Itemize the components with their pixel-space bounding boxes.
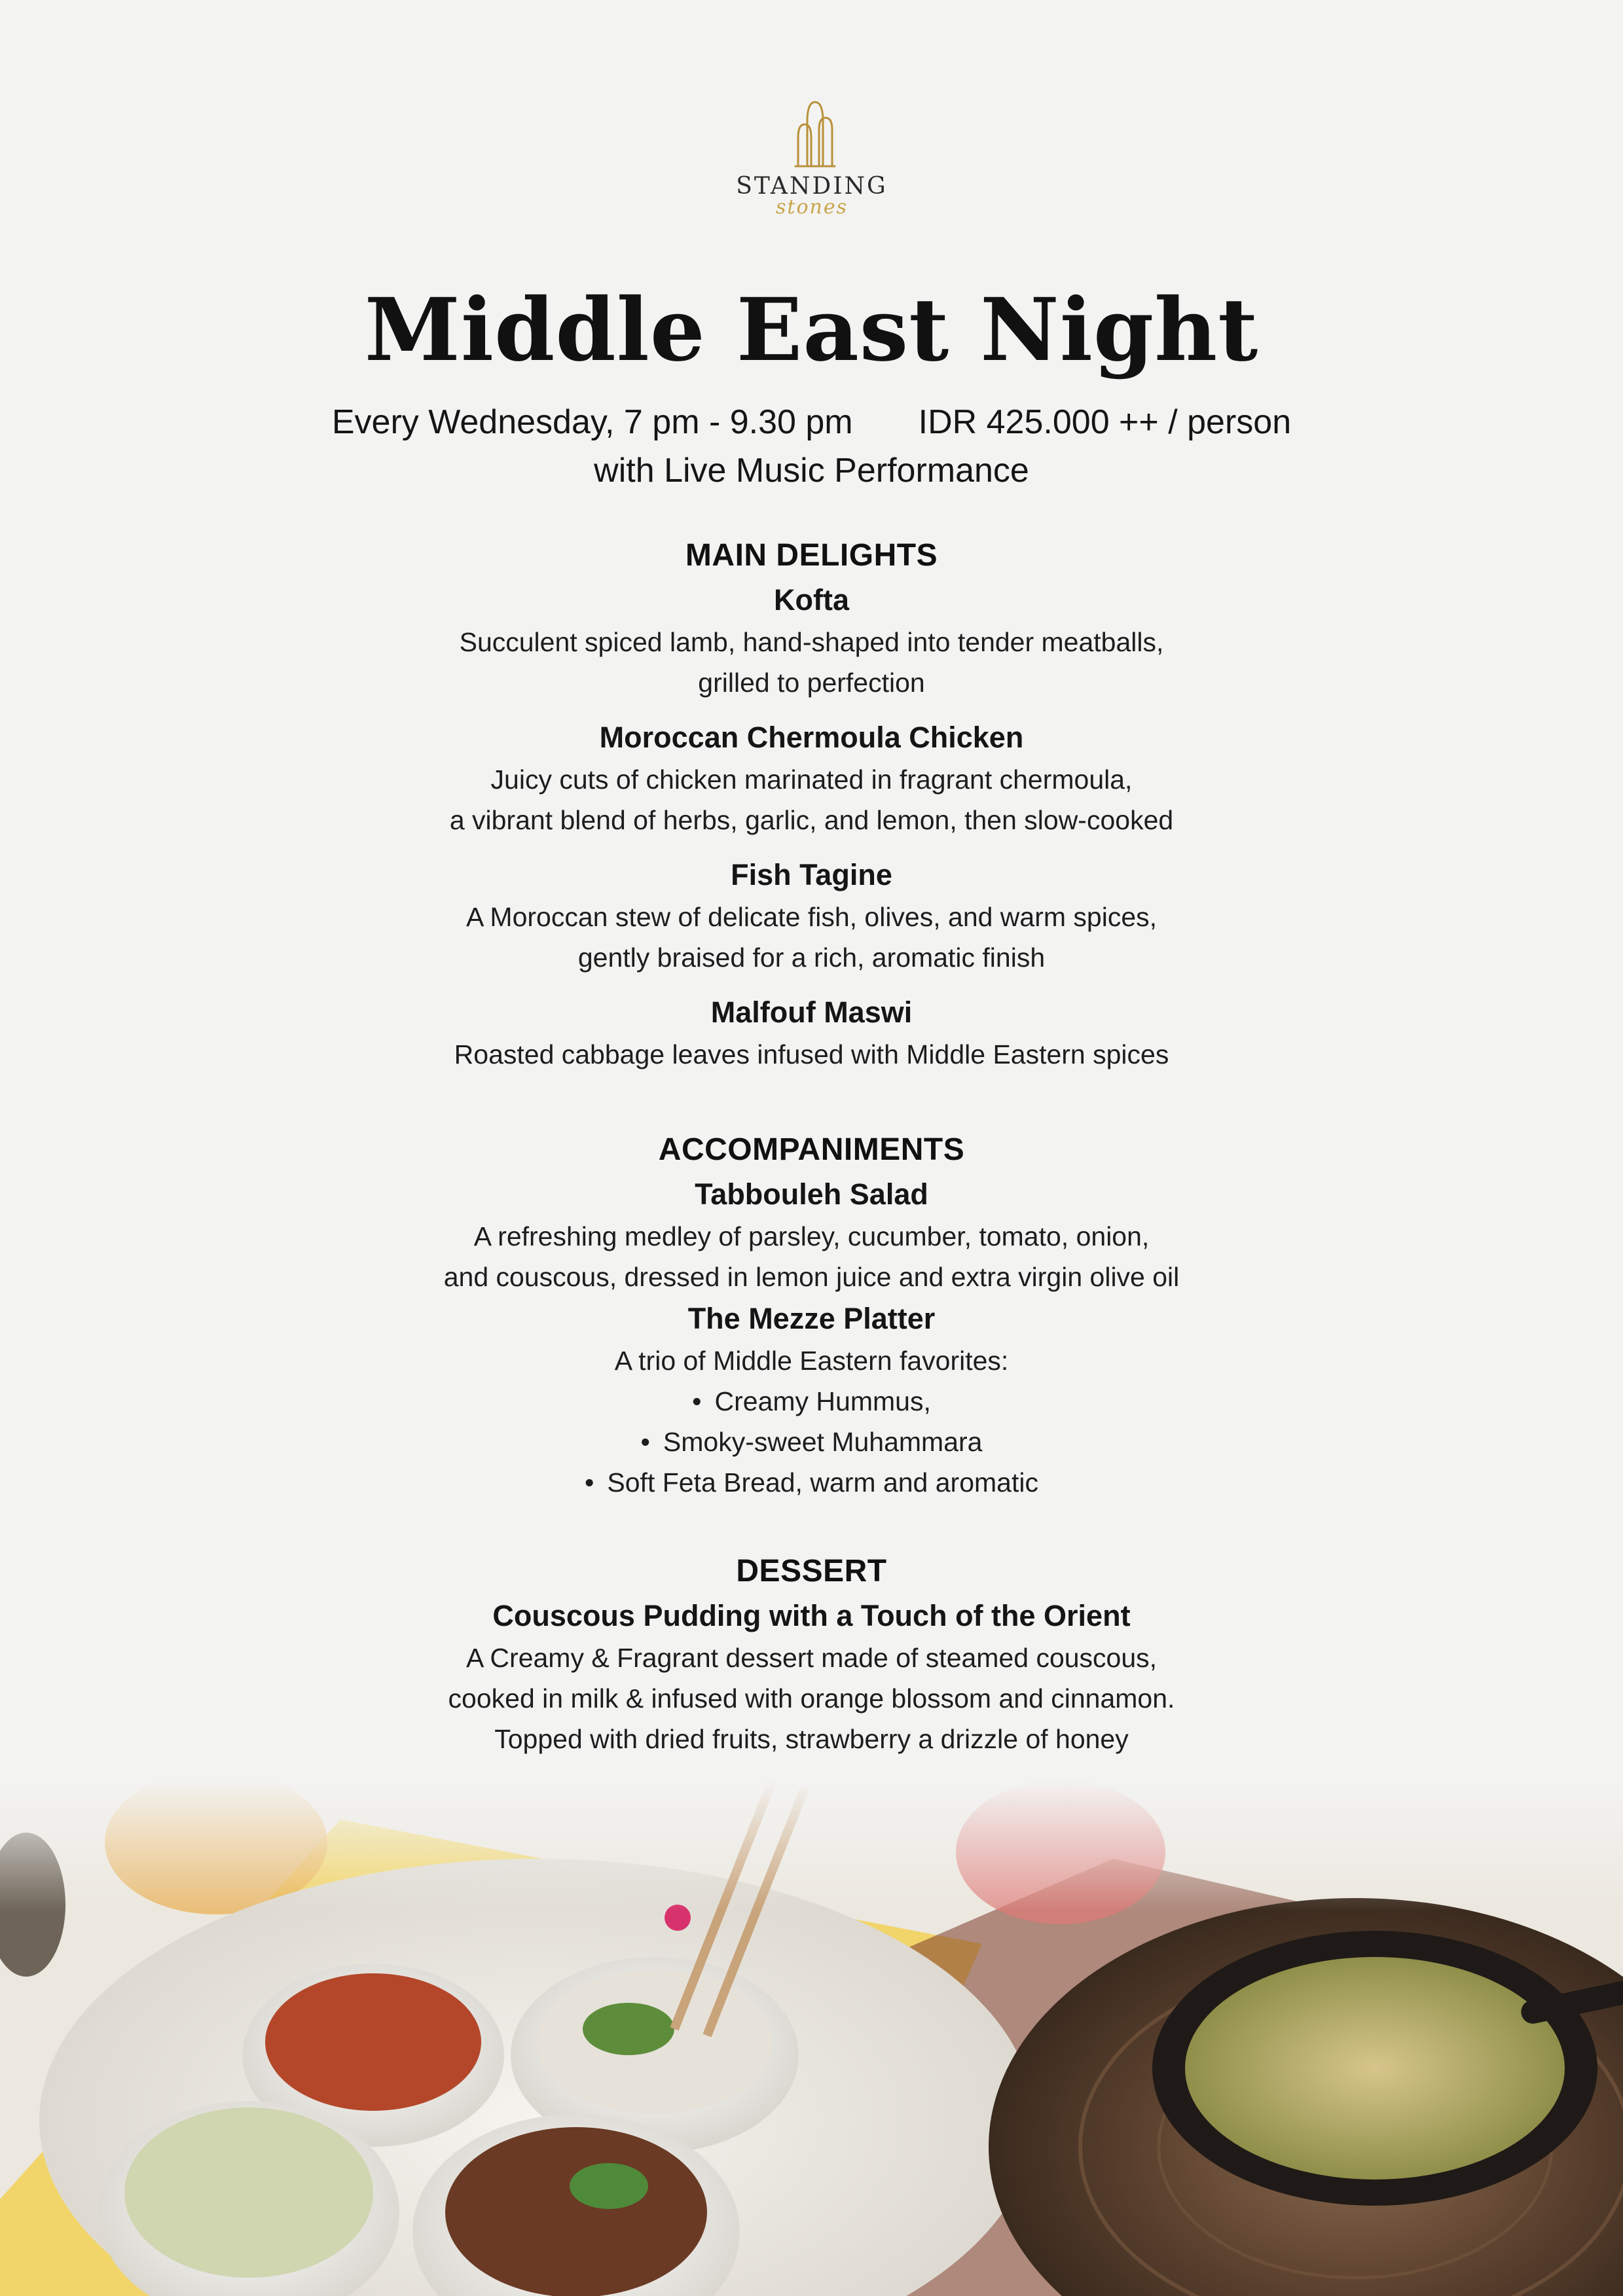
item-description: Succulent spiced lamb, hand-shaped into tender meatballs, bbox=[459, 627, 1164, 657]
menu-item bbox=[0, 1594, 1623, 1759]
brand-name: STANDING bbox=[736, 173, 888, 200]
photo-fade bbox=[0, 1780, 1623, 1911]
item-name: Tabbouleh Salad bbox=[695, 1177, 928, 1211]
item-name: Kofta bbox=[774, 583, 849, 617]
list-item: • Creamy Hummus, bbox=[0, 1381, 1623, 1422]
food-photo bbox=[0, 1780, 1623, 2296]
page-title: Middle East Night bbox=[364, 279, 1259, 381]
menu-item bbox=[0, 1173, 1623, 1297]
section-heading: DESSERT bbox=[736, 1554, 887, 1588]
list-item: • Soft Feta Bread, warm and aromatic bbox=[0, 1462, 1623, 1503]
menu-item bbox=[0, 853, 1623, 978]
item-name: The Mezze Platter bbox=[687, 1302, 936, 1335]
item-description: cooked in milk & infused with orange blossom and cinnamon. bbox=[448, 1683, 1175, 1713]
brand-logo bbox=[720, 98, 903, 236]
menu-item bbox=[0, 1297, 1623, 1503]
menu-item bbox=[0, 579, 1623, 703]
bullet-list bbox=[0, 1381, 1623, 1503]
section-accompaniments bbox=[0, 1127, 1623, 1503]
menu-content bbox=[0, 275, 1623, 1772]
item-description: A Creamy & Fragrant dessert made of steamed couscous, bbox=[465, 1643, 1158, 1673]
item-description: A refreshing medley of parsley, cucumber, tomato, onion, bbox=[473, 1221, 1150, 1251]
event-info bbox=[0, 398, 1623, 446]
item-description: gently braised for a rich, aromatic finish bbox=[577, 942, 1046, 973]
item-name: Fish Tagine bbox=[731, 858, 892, 891]
section-main-delights bbox=[0, 533, 1623, 1075]
item-description: a vibrant blend of herbs, garlic, and lemon, then slow-cooked bbox=[449, 805, 1174, 835]
item-description: Roasted cabbage leaves infused with Middle Eastern spices bbox=[454, 1039, 1169, 1069]
brand-script: stones bbox=[776, 196, 848, 219]
menu-item bbox=[0, 716, 1623, 840]
item-name: Moroccan Chermoula Chicken bbox=[599, 721, 1024, 754]
section-heading: MAIN DELIGHTS bbox=[685, 538, 938, 573]
item-description: A trio of Middle Eastern favorites: bbox=[614, 1346, 1009, 1376]
item-description: A Moroccan stew of delicate fish, olives, and warm spices, bbox=[465, 902, 1158, 932]
event-schedule: Every Wednesday, 7 pm - 9.30 pm bbox=[331, 403, 853, 441]
section-heading: ACCOMPANIMENTS bbox=[658, 1132, 965, 1167]
item-description: grilled to perfection bbox=[698, 668, 925, 698]
list-item: • Smoky-sweet Muhammara bbox=[0, 1422, 1623, 1462]
item-name: Couscous Pudding with a Touch of the Orient bbox=[492, 1599, 1131, 1632]
item-description: and couscous, dressed in lemon juice and extra virgin olive oil bbox=[443, 1262, 1180, 1292]
menu-item bbox=[0, 991, 1623, 1075]
section-dessert bbox=[0, 1549, 1623, 1759]
event-price: IDR 425.000 ++ / person bbox=[918, 403, 1292, 441]
item-description: Topped with dried fruits, strawberry a drizzle of honey bbox=[494, 1724, 1129, 1754]
standing-stones-logo-icon bbox=[776, 98, 848, 170]
item-description: Juicy cuts of chicken marinated in fragrant chermoula, bbox=[490, 764, 1133, 795]
item-name: Malfouf Maswi bbox=[710, 996, 913, 1029]
event-note: with Live Music Performance bbox=[594, 452, 1029, 490]
